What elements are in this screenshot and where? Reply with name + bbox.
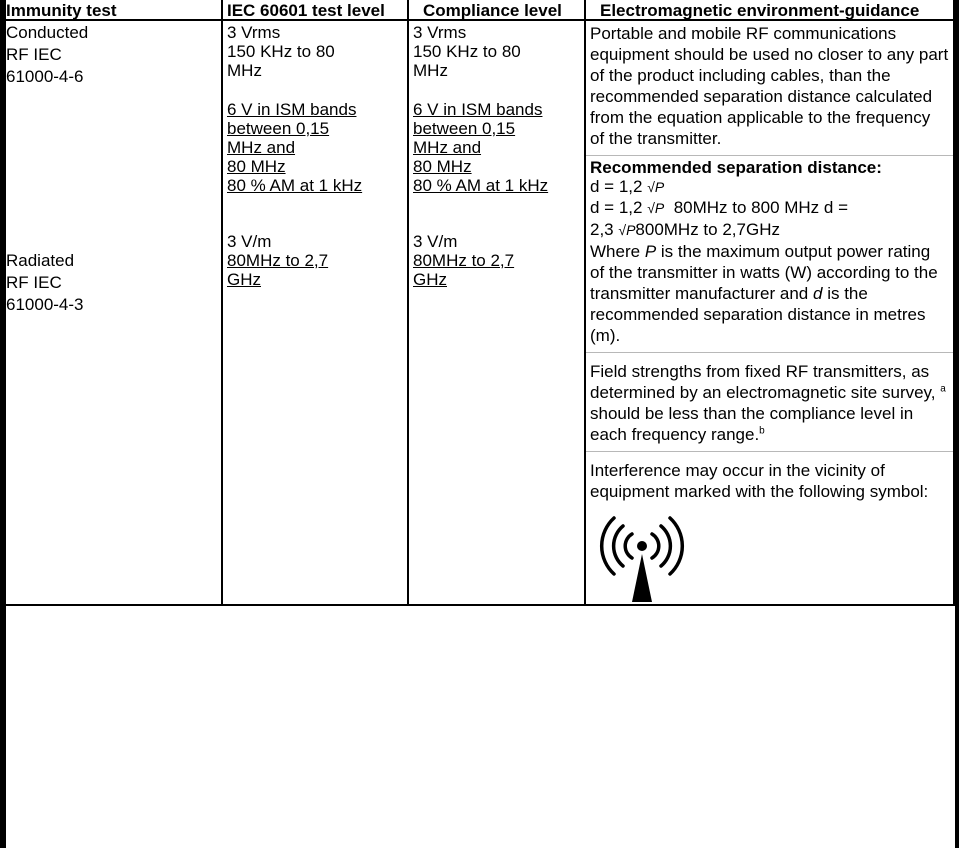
radiated-iec-level: 3 V/m <box>227 232 272 251</box>
conducted-compliance-ism-line: 6 V in ISM bands <box>413 100 543 119</box>
radiated-compliance-range-unit: GHz <box>413 270 447 289</box>
guidance-interference-note: Interference may occur in the vicinity of equipment marked with the following symbol: <box>590 461 929 501</box>
conducted-compliance-ism-line: between 0,15 <box>413 119 516 138</box>
recommended-distance-heading: Recommended separation distance: <box>590 158 882 177</box>
conducted-iec-ism-line: 80 MHz <box>227 157 286 176</box>
conducted-iec-range: 150 KHz to 80 <box>227 42 335 61</box>
header-compliance-level: Compliance level <box>408 0 585 20</box>
sqrt-symbol: √ <box>618 222 627 238</box>
conducted-iec-range-unit: MHz <box>227 61 262 80</box>
header-iec-test-level: IEC 60601 test level <box>222 0 408 20</box>
footnote-a: a <box>940 383 946 395</box>
where-text: is the maximum output power rating of the transmitter in watts (W) according to the transmitter manufacturer and <box>590 242 938 303</box>
iec-level-cell <box>222 20 408 605</box>
non-ionizing-radiation-icon <box>592 514 692 604</box>
conducted-test-number: 61000-4-6 <box>6 67 84 86</box>
d-variable: d <box>813 284 823 303</box>
radiated-compliance-level: 3 V/m <box>413 232 458 251</box>
where-text: is the recommended separation distance in metres (m). <box>590 284 926 345</box>
equation-text: 800MHz to 2,7GHz <box>635 220 780 239</box>
equation-line <box>590 219 949 241</box>
conducted-iec-level: 3 Vrms <box>227 23 281 42</box>
radiated-test-standard: RF IEC <box>6 273 62 292</box>
compliance-level-cell <box>408 20 585 605</box>
conducted-compliance-range-unit: MHz <box>413 61 448 80</box>
equation-text: 2,3 <box>590 220 614 239</box>
conducted-test-standard: RF IEC <box>6 45 62 64</box>
guidance-divider <box>584 155 955 156</box>
where-text: Where <box>590 242 641 261</box>
equation-line <box>590 197 949 219</box>
equation-text: d = 1,2 <box>590 177 643 196</box>
radiated-test-number: 61000-4-3 <box>6 295 84 314</box>
sqrt-symbol: √ <box>647 179 655 195</box>
conducted-compliance-ism-line: 80 % AM at 1 kHz <box>413 176 549 195</box>
conducted-iec-ism-line: between 0,15 <box>227 119 330 138</box>
p-variable: P <box>654 200 665 216</box>
conducted-compliance-ism-line: MHz and <box>413 138 482 157</box>
field-strength-text: should be less than the compliance level in each frequency range. <box>590 404 914 444</box>
conducted-test-name: Conducted <box>6 23 89 42</box>
conducted-iec-ism-line: MHz and <box>227 138 296 157</box>
equation-line <box>590 177 949 197</box>
p-variable: P <box>626 222 636 238</box>
conducted-iec-ism-line: 6 V in ISM bands <box>227 100 357 119</box>
table-header-row <box>1 0 954 20</box>
table-row <box>1 20 954 605</box>
radiated-test-name: Radiated <box>6 251 75 270</box>
page-right-border <box>955 0 959 848</box>
guidance-where-paragraph <box>590 241 949 346</box>
equation-text: d = 1,2 <box>590 198 643 217</box>
sqrt-symbol: √ <box>647 200 655 216</box>
conducted-compliance-level: 3 Vrms <box>413 23 467 42</box>
p-variable: P <box>644 242 657 261</box>
guidance-divider <box>584 352 955 353</box>
guidance-divider <box>584 451 955 452</box>
header-environment-guidance: Electromagnetic environment-guidance <box>585 0 954 20</box>
immunity-test-cell <box>1 20 222 605</box>
conducted-iec-ism-line: 80 % AM at 1 kHz <box>227 176 363 195</box>
p-variable: P <box>654 179 665 195</box>
header-immunity-test: Immunity test <box>1 0 222 20</box>
guidance-cell <box>585 20 954 605</box>
conducted-compliance-range: 150 KHz to 80 <box>413 42 521 61</box>
equation-text: 80MHz to 800 MHz d = <box>673 198 849 217</box>
conducted-compliance-ism-line: 80 MHz <box>413 157 472 176</box>
guidance-field-strengths <box>590 361 949 445</box>
radiated-iec-range-unit: GHz <box>227 270 261 289</box>
footnote-b: b <box>759 425 765 437</box>
field-strength-text: Field strengths from fixed RF transmitters, as determined by an electromagnetic site survey, <box>590 362 936 402</box>
radiated-iec-range: 80MHz to 2,7 <box>227 251 329 270</box>
guidance-portable-equipment: Portable and mobile RF communications equipment should be used no closer to any part of the product including cables, than the recommended separation distance calculated from the equation applicable to the frequency of the transmitter. <box>590 24 949 148</box>
radiated-compliance-range: 80MHz to 2,7 <box>413 251 515 270</box>
